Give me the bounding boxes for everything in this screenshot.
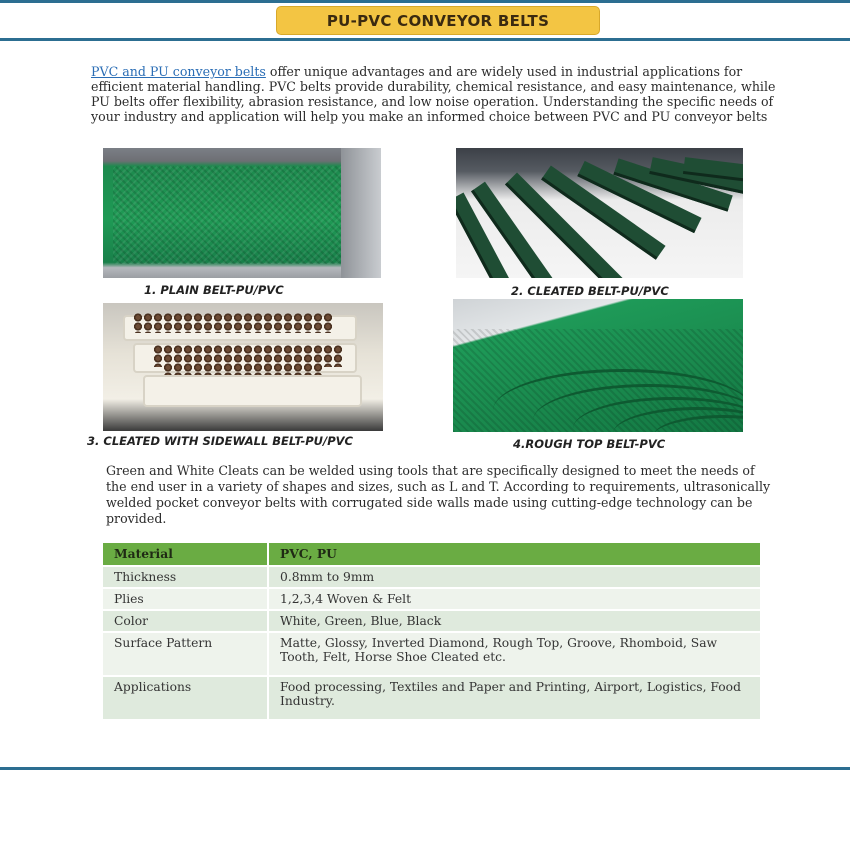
caption-sidewall-belt: 3. CLEATED WITH SIDEWALL BELT-PU/PVC — [87, 434, 353, 448]
caption-cleated-belt: 2. CLEATED BELT-PU/PVC — [511, 284, 669, 298]
row-label: Color — [103, 610, 268, 632]
footer-rule — [0, 767, 850, 770]
page-title: PU-PVC CONVEYOR BELTS — [276, 6, 600, 35]
spec-table — [103, 543, 760, 721]
table-row — [103, 610, 760, 632]
row-value: 1,2,3,4 Woven & Felt — [268, 588, 760, 610]
table-row — [103, 566, 760, 588]
intro-paragraph — [91, 64, 781, 124]
top-rule — [0, 0, 850, 3]
belt-texture — [113, 166, 358, 264]
row-label: Thickness — [103, 566, 268, 588]
row-value: White, Green, Blue, Black — [268, 610, 760, 632]
granules — [163, 363, 323, 375]
cleats-paragraph: Green and White Cleats can be welded using tools that are specifically designed to meet the needs of the end user in a variety of shapes and sizes, such as L and T. According to requirements, ultrasonically welded pocket conveyor belts with corrugated side walls made using cutting-edge technology can be provided. — [106, 463, 771, 526]
table-row — [103, 632, 760, 676]
row-label: Plies — [103, 588, 268, 610]
intro-text: offer unique advantages and are widely used in industrial applications for efficient material handling. PVC belts provide durability, chemical resistance, and easy maintenance, while PU belts offer flexibility, abrasion resistance, and low noise operation. Understanding the specific needs of your industry and application will help you make an informed choice between PVC and PU conveyor belts — [91, 64, 776, 124]
belt-pocket — [143, 375, 362, 407]
header-label: Material — [103, 543, 268, 566]
table-row — [103, 676, 760, 720]
cleated-belt-photo — [456, 148, 743, 278]
table-row — [103, 588, 760, 610]
row-value: 0.8mm to 9mm — [268, 566, 760, 588]
rough-top-belt-photo — [453, 299, 743, 432]
roller-frame — [341, 148, 381, 278]
row-label: Surface Pattern — [103, 632, 268, 676]
pvc-pu-belts-link[interactable]: PVC and PU conveyor belts — [91, 64, 266, 79]
sidewall-belt-photo — [103, 303, 383, 431]
caption-plain-belt: 1. PLAIN BELT-PU/PVC — [144, 283, 284, 297]
table-header-row — [103, 543, 760, 566]
granules — [133, 313, 333, 333]
row-value: Matte, Glossy, Inverted Diamond, Rough Top, Groove, Rhomboid, Saw Tooth, Felt, Horse Shoe Cleated etc. — [268, 632, 760, 676]
caption-rough-top-belt: 4.ROUGH TOP BELT-PVC — [513, 437, 666, 451]
plain-belt-photo — [103, 148, 381, 278]
row-value: Food processing, Textiles and Paper and Printing, Airport, Logistics, Food Industry. — [268, 676, 760, 720]
row-label: Applications — [103, 676, 268, 720]
header-rule — [0, 38, 850, 41]
header-value: PVC, PU — [268, 543, 760, 566]
